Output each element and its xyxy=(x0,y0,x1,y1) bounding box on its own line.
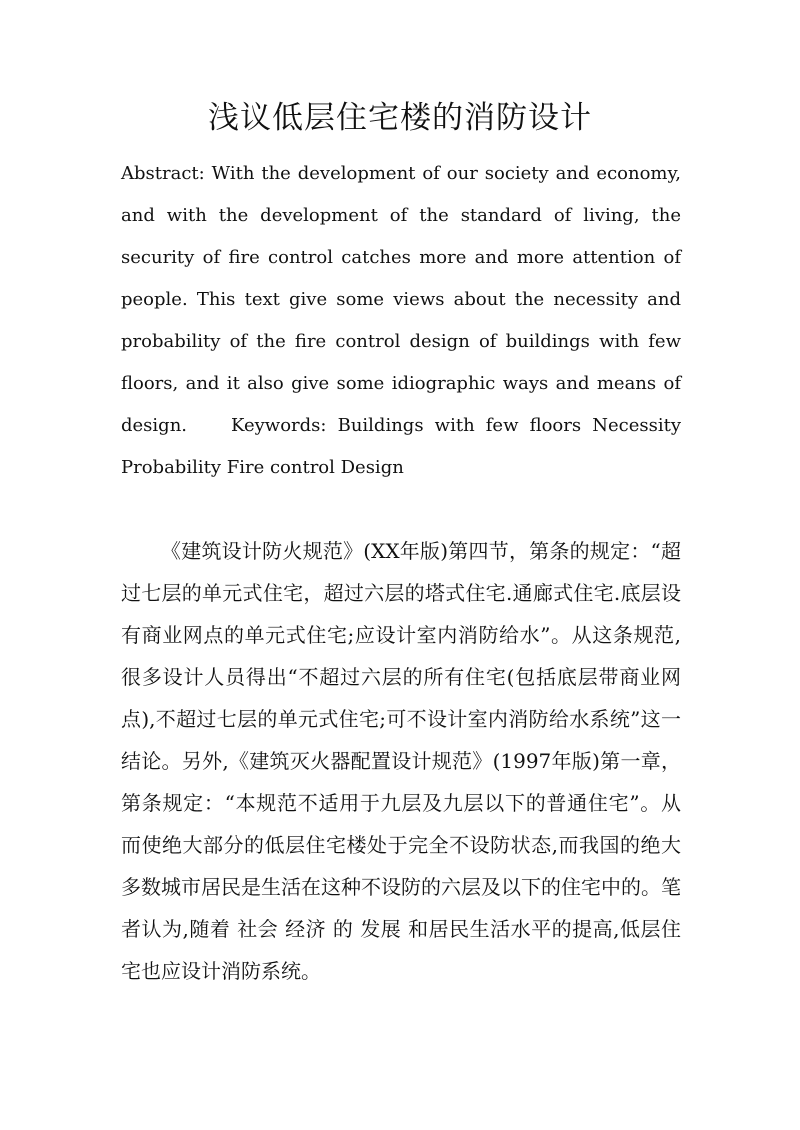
keywords-label: Keywords: xyxy=(231,415,327,436)
document-title: 浅议低层住宅楼的消防设计 xyxy=(208,100,592,136)
abstract-paragraph xyxy=(121,153,681,489)
abstract-text: Abstract: With the development of our society and economy, and with the development of the standard of living, the security of fire control catches more and more attention of people. This text give some views about the necessity and probability of the fire control design of buildings with few floors, and it also give some idiographic ways and means of design. xyxy=(121,163,681,436)
keywords-text: Buildings with few floors Necessity Probability Fire control Design xyxy=(121,415,681,478)
body-paragraph: 《建筑设计防火规范》(XX年版)第四节，第条的规定：“超过七层的单元式住宅，超过六层的塔式住宅.通廊式住宅.底层设有商业网点的单元式住宅;应设计室内消防给水”。从这条规范,很多设计人员得出“不超过六层的所有住宅(包括底层带商业网点),不超过七层的单元式住宅;可不设计室内消防给水系统”这一结论。另外,《建筑灭火器配置设计规范》(1997年版)第一章，第条规定：“本规范不适用于九层及九层以下的普通住宅”。从而使绝大部分的低层住宅楼处于完全不设防状态,而我国的绝大多数城市居民是生活在这种不设防的六层及以下的住宅中的。笔者认为,随着 社会 经济 的 发展 和居民生活水平的提高,低层住宅也应设计消防系统。 xyxy=(121,539,681,983)
